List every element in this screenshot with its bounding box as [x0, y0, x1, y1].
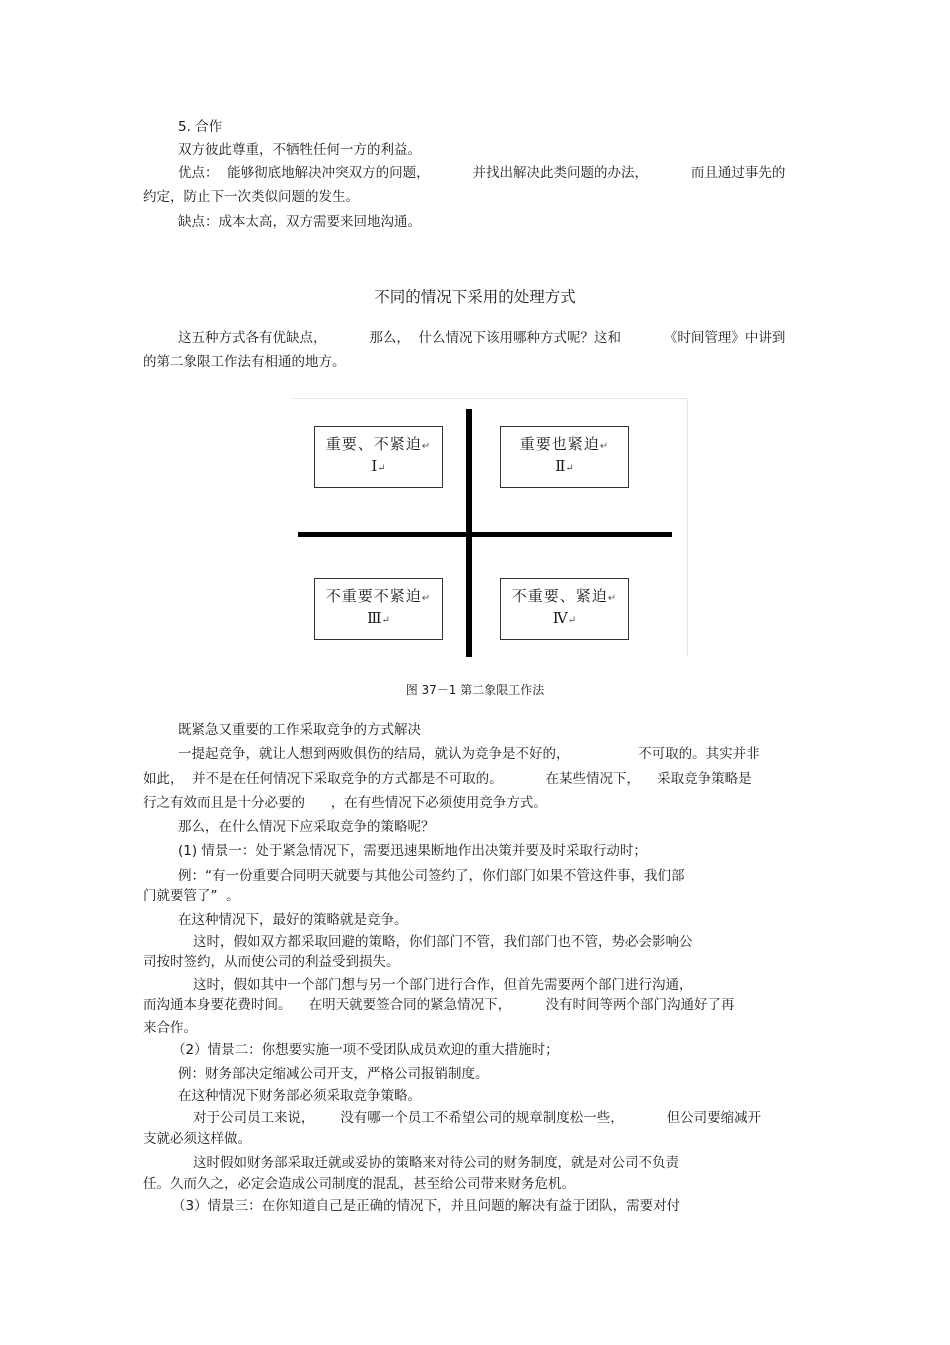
return-mark-icon: ↵ — [421, 593, 432, 604]
quadrant-2-label: 重要也紧迫 — [519, 435, 600, 453]
body-text-line: 既紧急又重要的工作采取竞争的方式解决 — [178, 722, 421, 738]
body-text-line: 而沟通本身要花费时间。 在明天就要签合同的紧急情况下， 没有时间等两个部门沟通好了再 — [143, 997, 735, 1013]
body-text-line: 这时假如财务部采取迁就或妥协的策略来对待公司的财务制度，就是对公司不负责 — [193, 1155, 679, 1171]
body-text-line: 例：财务部决定缩减公司开支，严格公司报销制度。 — [178, 1066, 489, 1082]
body-text-line: 在这种情况下财务部必须采取竞争策略。 — [178, 1088, 421, 1104]
quadrant-4-numeral: Ⅳ — [552, 609, 568, 627]
quadrant-3-label: 不重要不紧迫 — [325, 587, 422, 605]
quadrant-box-3 — [314, 578, 443, 640]
quadrant-4-label: 不重要、紧迫 — [511, 587, 608, 605]
top-text-line: 约定，防止下一次类似问题的发生。 — [143, 189, 359, 205]
return-mark-icon: ↵ — [607, 593, 618, 604]
return-mark-icon: ↵ — [421, 441, 432, 452]
body-text-line: 来合作。 — [143, 1020, 197, 1036]
body-text-line: 司按时签约，从而使公司的利益受到损失。 — [143, 954, 400, 970]
intro-text-line: 这五种方式各有优缺点， 那么， 什么情况下该用哪种方式呢？这和 《时间管理》中讲到 — [178, 330, 786, 346]
quadrant-box-4 — [500, 578, 629, 640]
body-text-line: 这时，假如其中一个部门想与另一个部门进行合作，但首先需要两个部门进行沟通， — [193, 977, 693, 993]
section-title: 不同的情况下采用的处理方式 — [374, 288, 576, 306]
body-text-line: 门就要管了” 。 — [143, 888, 240, 904]
quadrant-figure — [292, 398, 688, 657]
top-text-line: 缺点：成本太高，双方需要来回地沟通。 — [178, 214, 421, 230]
quadrant-3-numeral: Ⅲ — [367, 609, 382, 627]
horizontal-axis — [298, 532, 672, 537]
body-text-line: 如此， 并不是在任何情况下采取竞争的方式都是不可取的。 在某些情况下， 采取竞争策略是 — [143, 771, 752, 787]
body-text-line: 支就必须这样做。 — [143, 1131, 251, 1147]
quadrant-1-label: 重要、不紧迫 — [325, 435, 422, 453]
top-text-line: 优点： 能够彻底地解决冲突双方的问题， 并找出解决此类问题的办法， 而且通过事先的 — [178, 165, 786, 181]
body-text-line: 对于公司员工来说， 没有哪一个员工不希望公司的规章制度松一些， 但公司要缩减开 — [193, 1110, 762, 1126]
body-text-line: 行之有效而且是十分必要的 ，在有些情况下必须使用竞争方式。 — [143, 795, 547, 811]
body-text-line: 那么，在什么情况下应采取竞争的策略呢？ — [178, 819, 435, 835]
figure-caption: 图 37－1 第二象限工作法 — [405, 683, 545, 697]
body-text-line: 在这种情况下，最好的策略就是竞争。 — [178, 912, 408, 928]
top-text-line: 双方彼此尊重，不牺牲任何一方的利益。 — [178, 142, 421, 158]
return-mark-icon: ↵ — [565, 463, 574, 474]
body-text-line: 例：“有一份重要合同明天就要与其他公司签约了，你们部门如果不管这件事，我们部 — [178, 868, 685, 884]
body-text-line: 一提起竞争，就让人想到两败俱伤的结局，就认为竞争是不好的， 不可取的。其实并非 — [178, 746, 760, 762]
body-text-line: （2）情景二：你想要实施一项不受团队成员欢迎的重大措施时； — [172, 1042, 559, 1058]
quadrant-2-numeral: Ⅱ — [555, 457, 566, 475]
body-text-line: （3）情景三：在你知道自己是正确的情况下，并且问题的解决有益于团队，需要对付 — [172, 1198, 681, 1214]
intro-text-line: 的第二象限工作法有相通的地方。 — [143, 354, 346, 370]
return-mark-icon: ↵ — [599, 441, 610, 452]
return-mark-icon: ↵ — [377, 463, 386, 474]
body-text-line: 任。久而久之，必定会造成公司制度的混乱，甚至给公司带来财务危机。 — [143, 1176, 575, 1192]
body-text-line: (1) 情景一：处于紧急情况下，需要迅速果断地作出决策并要及时采取行动时； — [178, 843, 647, 859]
return-mark-icon: ↵ — [381, 615, 390, 626]
quadrant-box-1 — [314, 426, 443, 488]
quadrant-box-2 — [500, 426, 629, 488]
return-mark-icon: ↵ — [567, 615, 577, 626]
quadrant-1-numeral: Ⅰ — [371, 457, 378, 475]
body-text-line: 这时，假如双方都采取回避的策略，你们部门不管，我们部门也不管，势必会影响公 — [193, 934, 693, 950]
top-text-line: 5. 合作 — [178, 119, 223, 135]
